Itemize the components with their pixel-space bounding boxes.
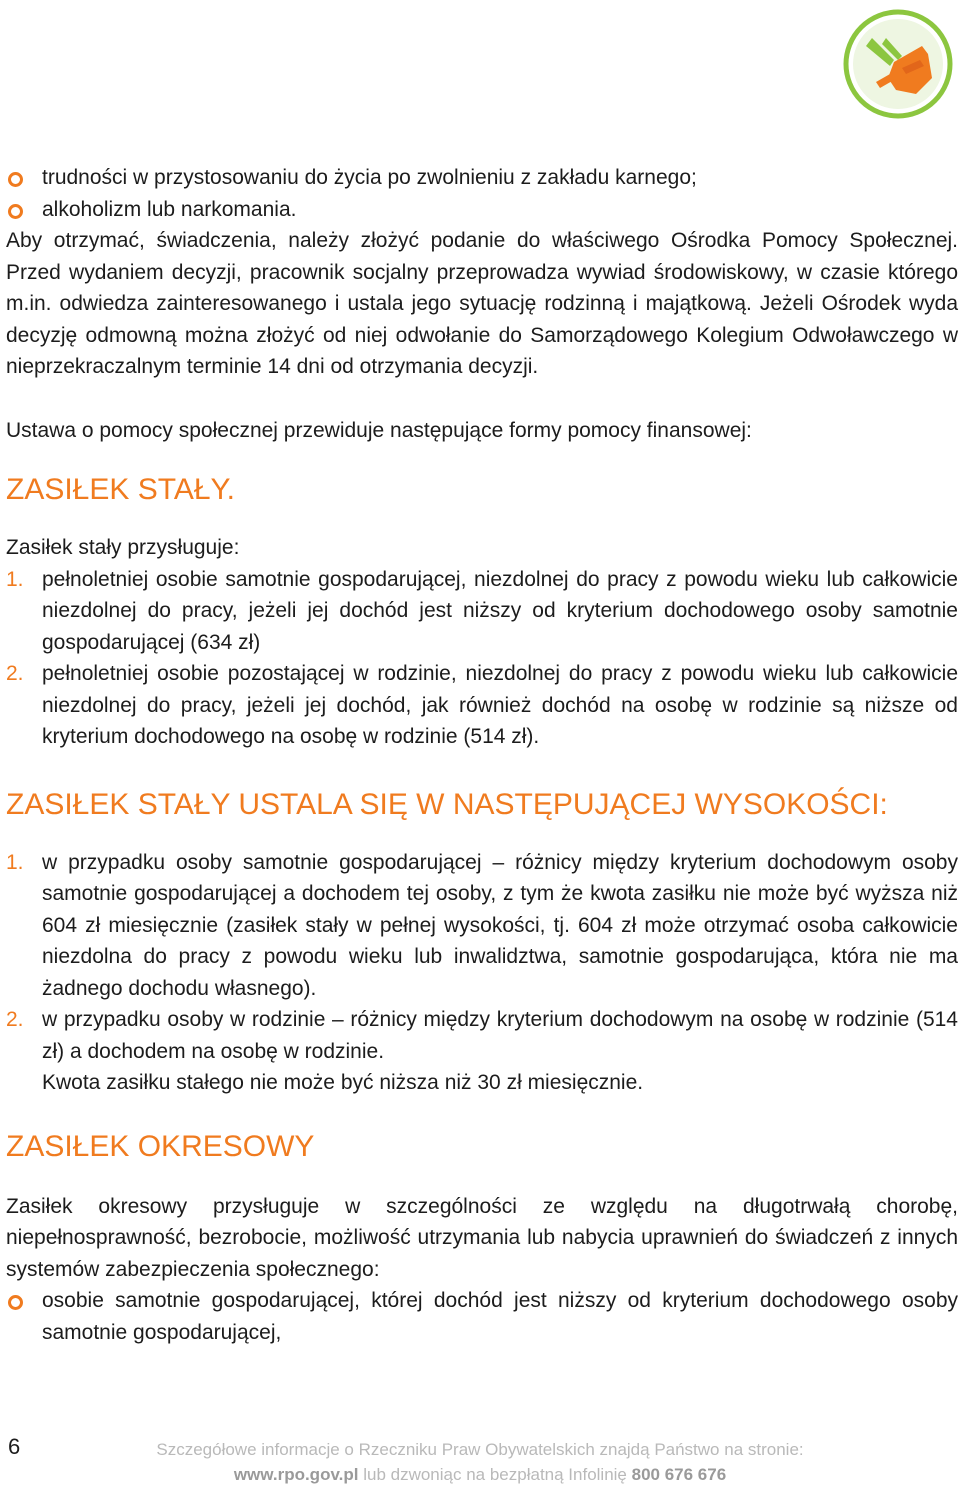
- amount-list: [6, 847, 958, 1099]
- bottom-bullet-list: [6, 1285, 958, 1348]
- footer-url-link[interactable]: www.rpo.gov.pl: [233, 1465, 359, 1484]
- paragraph-periodic: Zasiłek okresowy przysługuje w szczególności ze względu na długotrwałą chorobę, niepełnosprawność, bezrobocie, możliwość utrzymania lub nabycia uprawnień do świadczeń z innych systemów zabezpieczenia społecznego:: [6, 1194, 958, 1281]
- orange-ring-bullet-icon: [8, 204, 23, 219]
- top-bullet-list: [6, 162, 958, 225]
- footer-line2: [0, 1462, 960, 1487]
- heading-amount: ZASIŁEK STAŁY USTALA SIĘ W NASTĘPUJĄCEJ WYSOKOŚCI:: [6, 787, 888, 821]
- paragraph-application: Aby otrzymać, świadczenia, należy złożyć podanie do właściwego Ośrodka Pomocy Społecznej. Przed wydaniem decyzji, pracownik socjalny przeprowadza wywiad środowiskowy, w czasie którego m.in. odwiedza zainteresowanego i ustala jego sytuację rodzinną i majątkową. Jeżeli Ośrodek wyda decyzję odmowną można złożyć od niej odwołanie do Samorządowego Kolegium Odwoławczego w nieprzekraczalnym terminie 14 dni od otrzymania decyzji.: [6, 229, 958, 378]
- list-item: [6, 194, 958, 226]
- heading-zasilek-okresowy: ZASIŁEK OKRESOWY: [6, 1129, 315, 1163]
- list-item-text: w przypadku osoby samotnie gospodarującej – różnicy między kryterium dochodowym osoby samotnie gospodarującej a dochodem tej osoby, z tym że kwota zasiłku nie może być wyższa niż 604 zł miesięcznie (zasiłek stały w pełnej wysokości, tj. 604 zł może otrzymać osoba całkowicie niezdolna do pracy z powodu wieku lub inwalidztwa, samotnie gospodarująca, która nie ma żadnego dochodu własnego).: [42, 850, 958, 1000]
- list-item-text: pełnoletniej osobie pozostającej w rodzinie, niezdolnej do pracy z powodu wieku lub całkowicie niezdolnej do pracy, jeżeli jej dochód, jak również dochód na osobę w rodzinie są niższe od kryterium dochodowego na osobę w rodzinie (514 zł).: [42, 662, 958, 748]
- list-item: [6, 162, 958, 194]
- footer-line1: Szczegółowe informacje o Rzeczniku Praw Obywatelskich znajdą Państwo na stronie:: [156, 1440, 804, 1459]
- page-number: 6: [8, 1434, 21, 1459]
- list-number: 1.: [6, 567, 24, 591]
- list-item-text: alkoholizm lub narkomania.: [42, 197, 297, 221]
- list-item-text: osobie samotnie gospodarującej, której dochód jest niższy od kryterium dochodowego osoby samotnie gospodarującej,: [42, 1289, 958, 1344]
- list-item: [6, 658, 958, 753]
- footer-mid-text: lub dzwoniąc na bezpłatną Infolinię: [358, 1465, 632, 1484]
- orange-ring-bullet-icon: [8, 172, 23, 187]
- list-number: 1.: [6, 850, 24, 874]
- list-number: 2.: [6, 662, 24, 685]
- list-item: [6, 1285, 958, 1348]
- page-content: [6, 162, 958, 1348]
- hands-logo-icon: [832, 8, 956, 120]
- list-item: [6, 564, 958, 659]
- minimum-amount-note: [6, 1067, 958, 1099]
- intro-eligibility: Zasiłek stały przysługuje:: [6, 536, 240, 559]
- eligibility-list: [6, 564, 958, 753]
- list-item-text: w przypadku osoby w rodzinie – różnicy między kryterium dochodowym na osobę w rodzinie (514 zł) a dochodem na osobę w rodzinie.: [42, 1008, 958, 1063]
- list-number: 2.: [6, 1008, 24, 1031]
- list-item-text: pełnoletniej osobie samotnie gospodarującej, niezdolnej do pracy z powodu wieku lub całkowicie niezdolnej do pracy, jeżeli jej dochód jest niższy od kryterium dochodowego osoby samotnie gospodarującej (634 zł): [42, 567, 958, 654]
- footer-phone: 800 676 676: [631, 1465, 727, 1484]
- list-item: [6, 1004, 958, 1067]
- list-item-text: trudności w przystosowaniu do życia po zwolnieniu z zakładu karnego;: [42, 166, 697, 189]
- orange-ring-bullet-icon: [8, 1295, 23, 1310]
- paragraph-forms: Ustawa o pomocy społecznej przewiduje następujące formy pomocy finansowej:: [6, 418, 752, 442]
- footer-info: [0, 1437, 960, 1487]
- note-text: Kwota zasiłku stałego nie może być niższa niż 30 zł miesięcznie.: [42, 1071, 644, 1094]
- list-item: [6, 847, 958, 1005]
- heading-zasilek-staly: ZASIŁEK STAŁY.: [6, 473, 235, 506]
